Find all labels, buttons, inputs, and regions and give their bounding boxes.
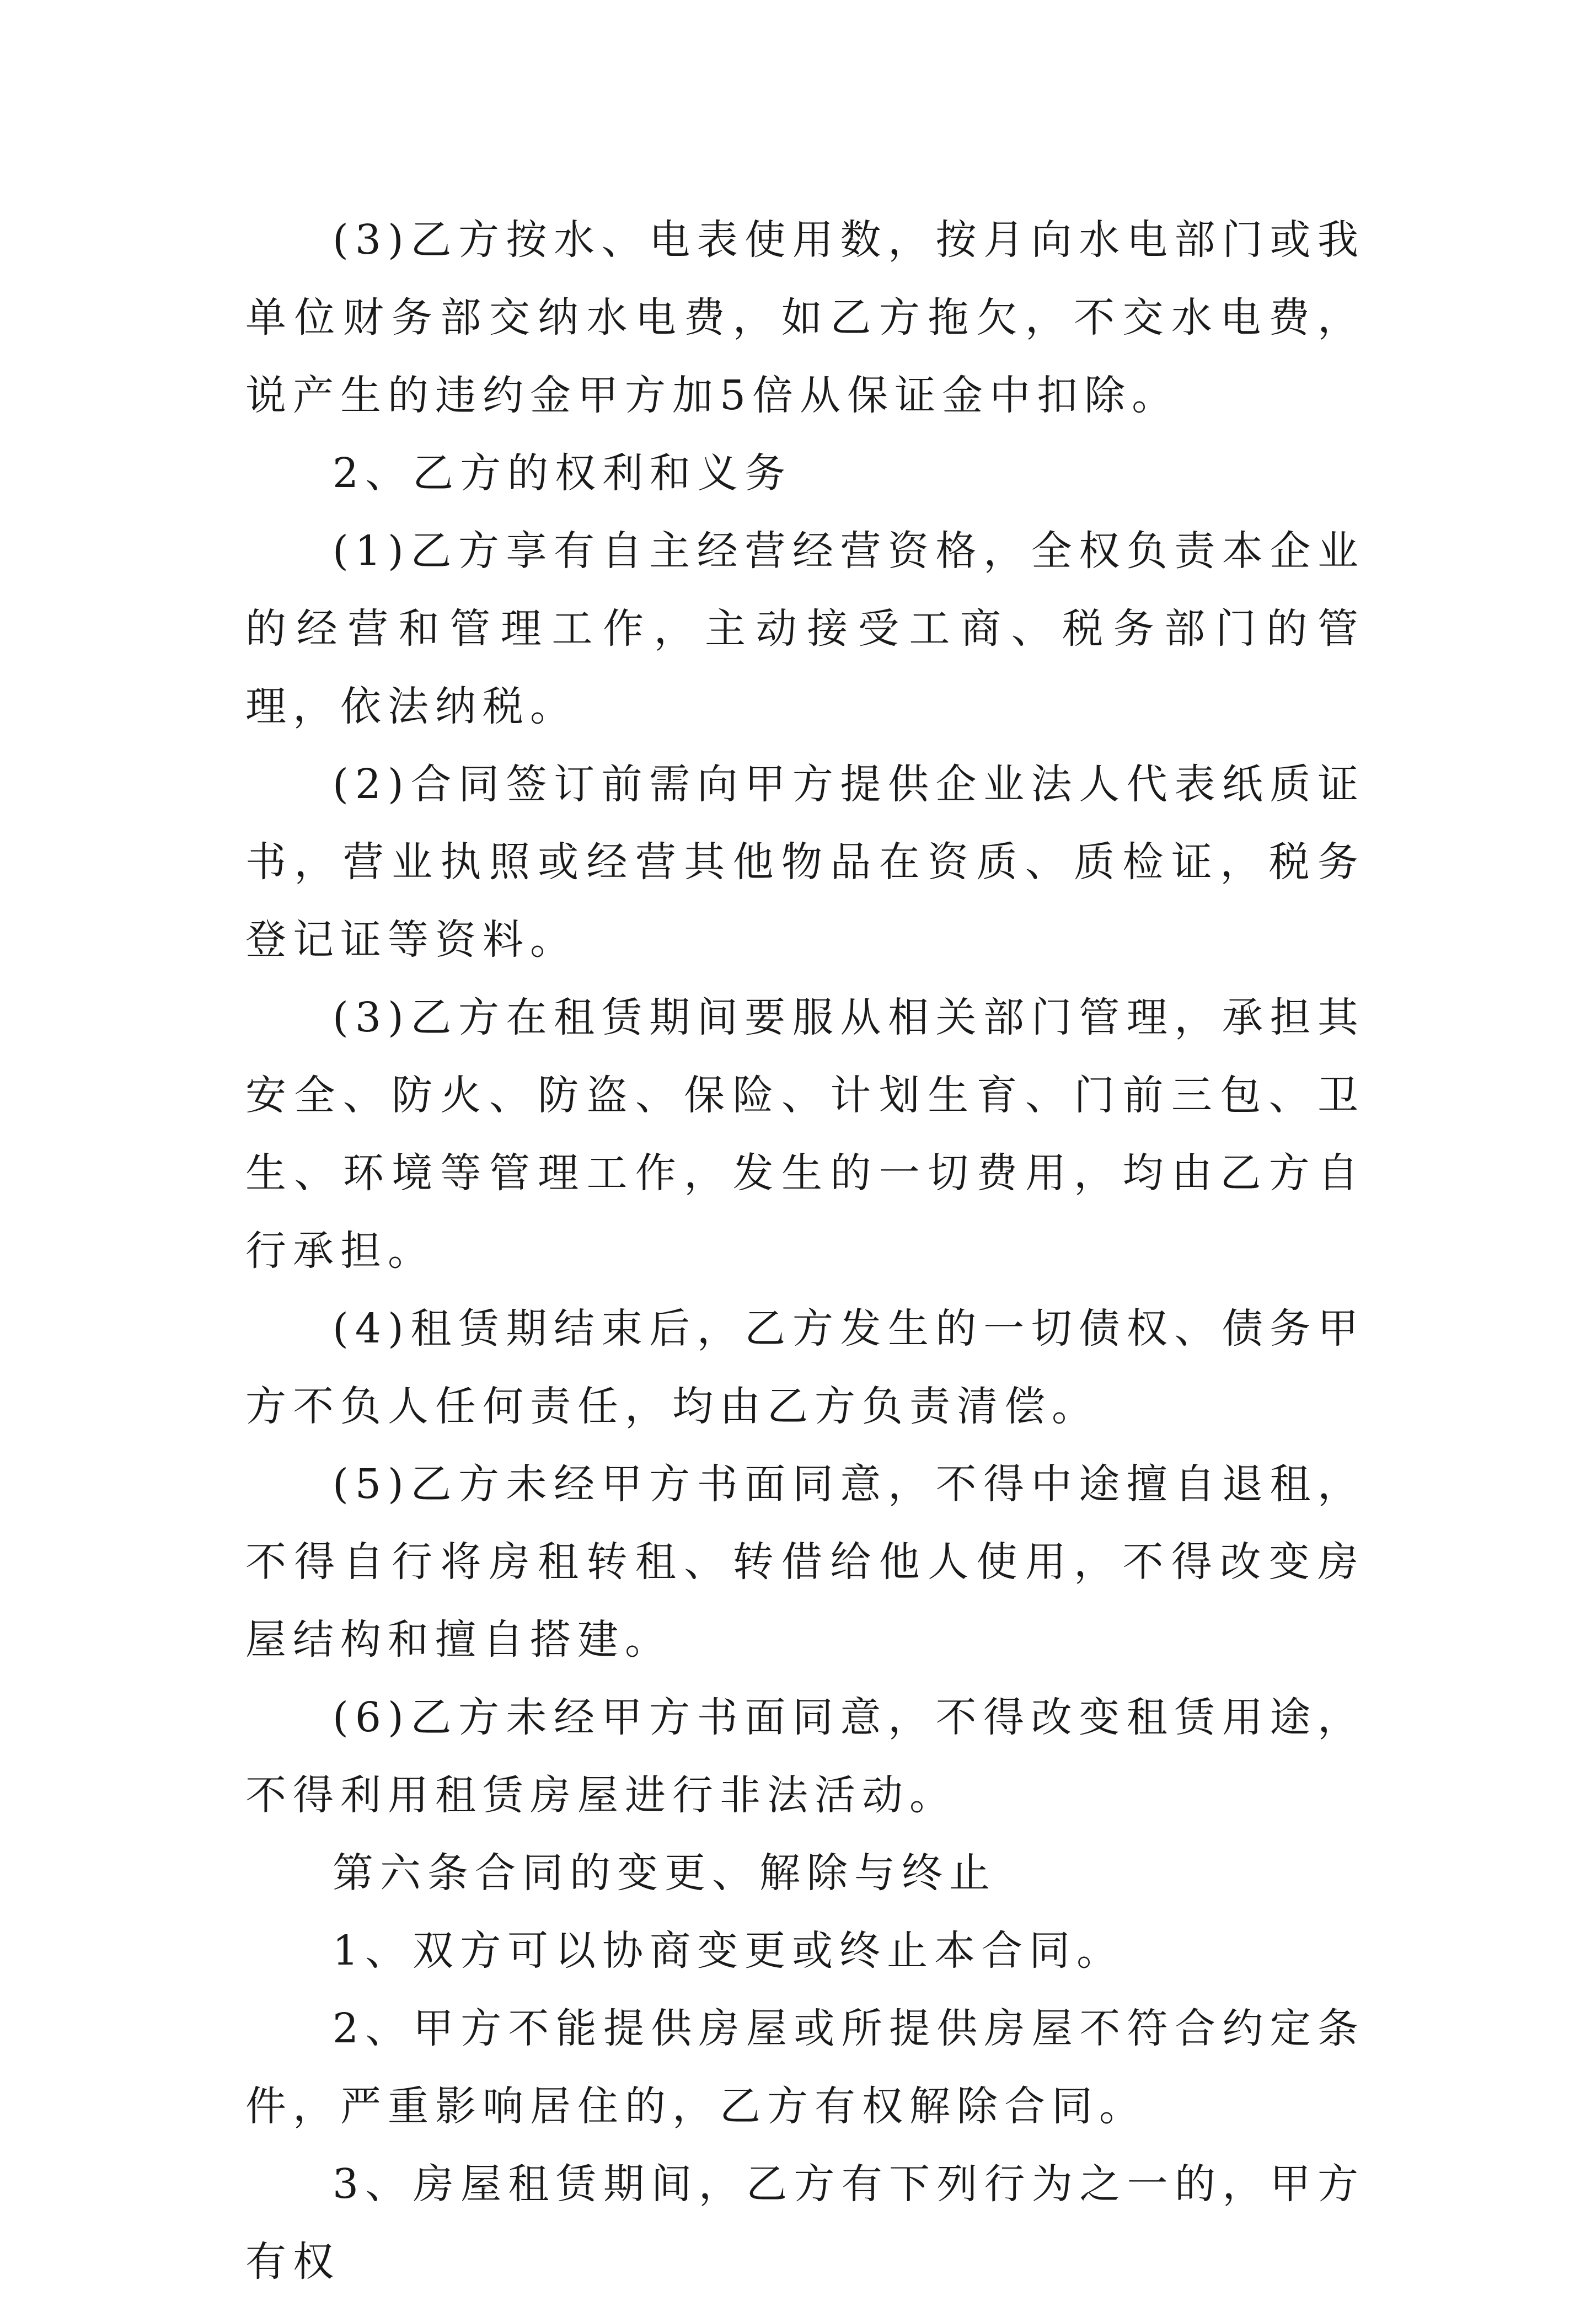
paragraph-no-change-use: (6)乙方未经甲方书面同意，不得改变租赁用途，不得利用租赁房屋进行非法活动。 (245, 1694, 1365, 1819)
paragraph-debts-liability: (4)租赁期结束后，乙方发生的一切债权、债务甲方不负人任何责任，均由乙方负责清偿。 (245, 1305, 1365, 1430)
paragraph-lessor-failure: 2、甲方不能提供房屋或所提供房屋不符合约定条件，严重影响居住的，乙方有权解除合同。 (245, 2005, 1365, 2130)
paragraph-mutual-change: 1、双方可以协商变更或终止本合同。 (333, 1927, 1124, 1974)
heading-rights-obligations: 2、乙方的权利和义务 (333, 450, 792, 497)
paragraph-independent-operation: (1)乙方享有自主经营经营资格，全权负责本企业的经营和管理工作，主动接受工商、税务部门的管理，依法纳税。 (245, 527, 1365, 730)
document-body (245, 201, 1365, 2301)
paragraph-documents-required: (2)合同签订前需向甲方提供企业法人代表纸质证书，营业执照或经营其他物品在资质、质检证，税务登记证等资料。 (245, 761, 1365, 964)
paragraph-no-sublease: (5)乙方未经甲方书面同意，不得中途擅自退租，不得自行将房租转租、转借给他人使用，不得改变房屋结构和擅自搭建。 (245, 1460, 1365, 1663)
paragraph-water-electricity-fees: (3)乙方按水、电表使用数，按月向水电部门或我单位财务部交纳水电费，如乙方拖欠，不交水电费，说产生的违约金甲方加5倍从保证金中扣除。 (245, 216, 1365, 419)
paragraph-lessee-violations: 3、房屋租赁期间，乙方有下列行为之一的，甲方有权 (245, 2160, 1365, 2286)
paragraph-management-duties: (3)乙方在租赁期间要服从相关部门管理，承担其安全、防火、防盗、保险、计划生育、门前三包、卫生、环境等管理工作，发生的一切费用，均由乙方自行承担。 (245, 994, 1365, 1275)
heading-article-six: 第六条合同的变更、解除与终止 (333, 1849, 997, 1897)
